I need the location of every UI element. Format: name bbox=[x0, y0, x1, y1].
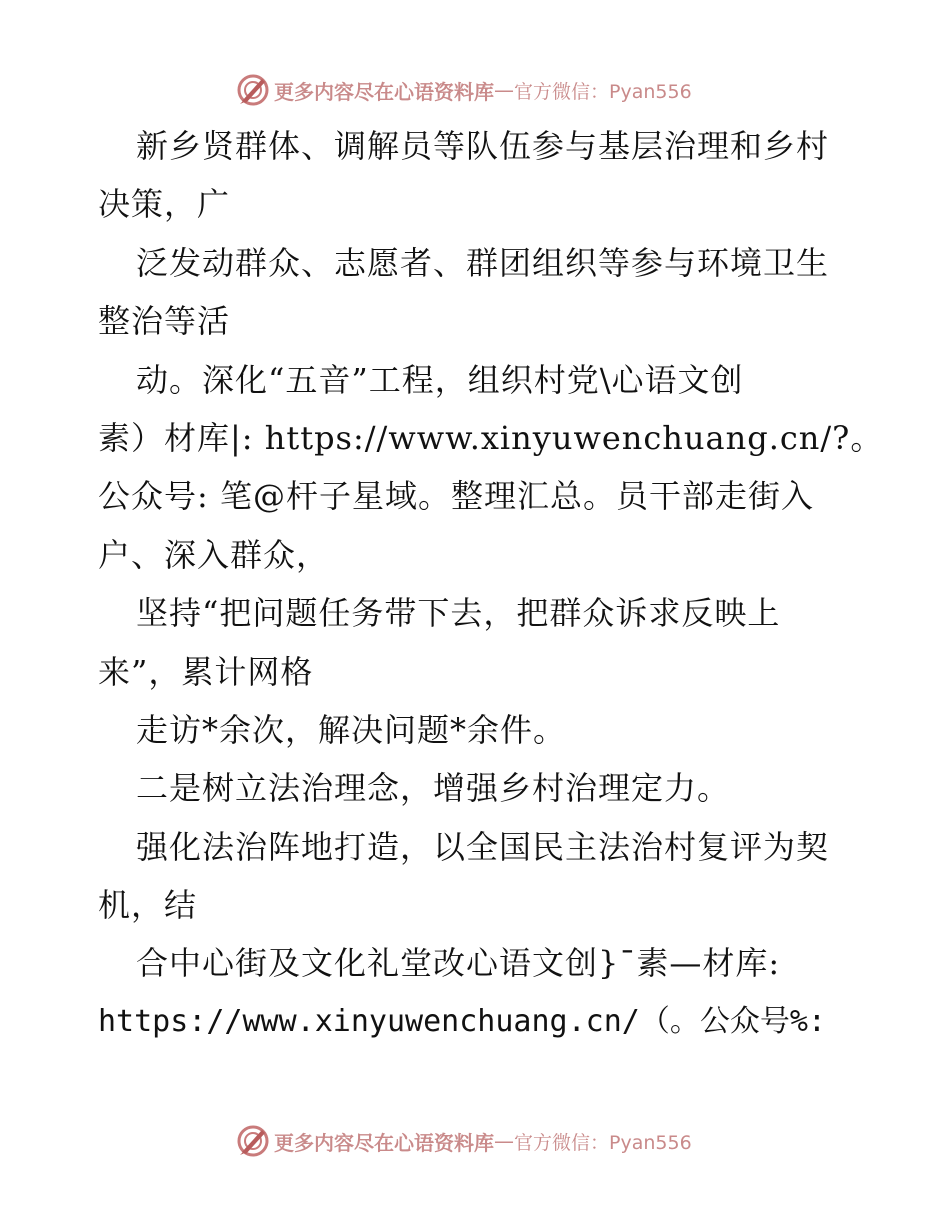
brand-name: 更多内容尽在心语资料库 bbox=[274, 1130, 494, 1155]
brand-logo-icon bbox=[236, 1124, 270, 1158]
text-line: 素）材库|: https://www.xinyuwenchuang.cn/?。 bbox=[98, 418, 884, 457]
brand-logo-icon bbox=[236, 73, 270, 107]
text-line: 合中心街及文化礼堂改心语文创}¯素—材库: bbox=[136, 944, 781, 983]
text-line: 动。深化“五音”工程，组织村党\心语文创 bbox=[136, 360, 744, 399]
text-line: 泛发动群众、志愿者、群团组织等参与环境卫生 bbox=[136, 243, 830, 282]
text-line: 走访*余次，解决问题*余件。 bbox=[136, 710, 567, 749]
header-watermark-banner bbox=[236, 73, 692, 107]
text-line: 机，结 bbox=[98, 886, 198, 925]
text-line: 新乡贤群体、调解员等队伍参与基层治理和乡村 bbox=[136, 127, 830, 165]
banner-separator: — bbox=[494, 1129, 514, 1153]
text-line: 户、深入群众， bbox=[98, 535, 330, 574]
text-line: 公众号: 笔@杆子星域。整理汇总。员干部走街入 bbox=[98, 477, 814, 516]
text-line: 坚持“把问题任务带下去，把群众诉求反映上 bbox=[136, 594, 781, 633]
text-line: 整治等活 bbox=[98, 302, 231, 341]
text-line: 二是树立法治理念，增强乡村治理定力。 bbox=[136, 769, 731, 808]
official-wechat: 官方微信：Pyan556 bbox=[514, 80, 692, 103]
footer-watermark-banner bbox=[236, 1124, 692, 1158]
text-line: 来”，累计网格 bbox=[98, 652, 314, 691]
banner-separator: — bbox=[494, 78, 514, 102]
document-body bbox=[98, 117, 884, 1051]
text-line: https://www.xinyuwenchuang.cn/（。公众号%: bbox=[98, 1003, 826, 1039]
official-wechat: 官方微信：Pyan556 bbox=[514, 1131, 692, 1154]
text-line: 强化法治阵地打造，以全国民主法治村复评为契 bbox=[136, 827, 830, 866]
text-line: 决策，广 bbox=[98, 185, 231, 224]
brand-name: 更多内容尽在心语资料库 bbox=[274, 79, 494, 104]
